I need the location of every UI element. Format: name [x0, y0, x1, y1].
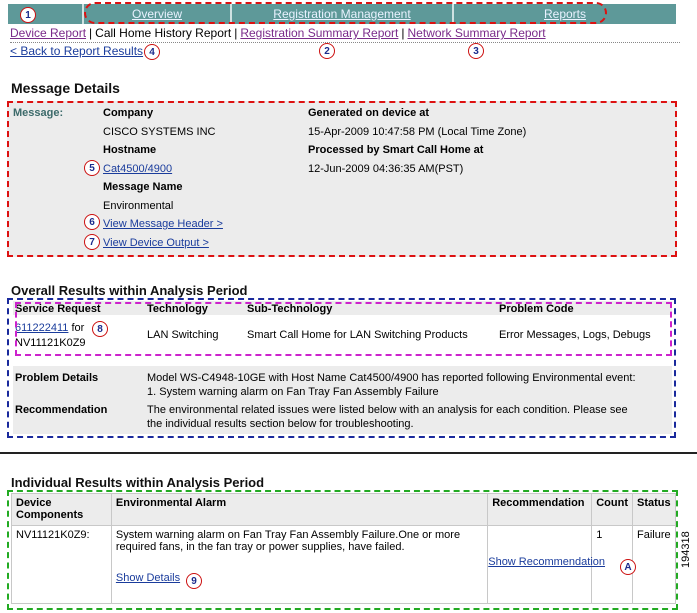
show-recommendation-link[interactable]: Show Recommendation: [488, 556, 606, 568]
technology-header: Technology: [147, 303, 208, 315]
callout-3: 3: [468, 43, 484, 59]
recommendation-label: Recommendation: [15, 404, 108, 416]
message-details-title: Message Details: [11, 80, 120, 96]
company-value: CISCO SYSTEMS INC: [103, 126, 216, 138]
problem-details-label: Problem Details: [15, 372, 99, 384]
section-divider: [0, 452, 697, 454]
figure-number: 194318: [680, 531, 692, 568]
problem-details-line1: Model WS-C4948-10GE with Host Name Cat4500/4900 has reported following Environmental event:: [147, 372, 636, 384]
network-summary-link[interactable]: Network Summary Report: [407, 26, 546, 40]
subnav-separator: |: [234, 26, 238, 40]
message-name-value: Environmental: [103, 200, 174, 212]
count-header: Count: [592, 494, 633, 526]
callout-5: 5: [84, 160, 100, 176]
generated-label: Generated on device at: [308, 107, 430, 119]
view-message-header-link[interactable]: View Message Header >: [103, 218, 223, 230]
device-cell: NV11121K0Z9:: [12, 526, 112, 604]
callout-1: 1: [20, 7, 36, 23]
status-header: Status: [632, 494, 675, 526]
recommendation-cell: [488, 526, 606, 604]
individual-results-panel: [7, 490, 678, 610]
callout-a: A: [620, 559, 636, 575]
overall-results-panel: [7, 298, 676, 438]
tab-reports[interactable]: Reports: [543, 7, 587, 21]
subnav-separator: |: [89, 26, 93, 40]
message-details-panel: [7, 101, 677, 257]
hostname-link[interactable]: Cat4500/4900: [103, 163, 173, 175]
company-label: Company: [103, 107, 154, 119]
alarm-text-line1: System warning alarm on Fan Tray Fan Assembly Failure.One or more: [115, 529, 461, 541]
tab-overview[interactable]: Overview: [84, 4, 232, 24]
show-details-link[interactable]: Show Details: [115, 572, 181, 584]
registration-summary-link[interactable]: Registration Summary Report: [240, 26, 399, 40]
device-components-header-line1: Device: [16, 497, 52, 509]
table-header-row: [12, 494, 676, 526]
table-row: [12, 526, 676, 604]
subnav-separator: |: [401, 26, 405, 40]
problem-code-header: Problem Code: [499, 303, 574, 315]
call-home-history-current: Call Home History Report: [95, 26, 232, 40]
message-name-label: Message Name: [103, 181, 183, 193]
recommendation-header: Recommendation: [488, 494, 592, 526]
problem-code-value: Error Messages, Logs, Debugs: [499, 329, 651, 341]
count-cell: 1: [592, 526, 633, 604]
device-report-link[interactable]: Device Report: [10, 26, 87, 40]
subnav-divider: [10, 42, 680, 43]
recommendation-line1: The environmental related issues were listed below with an analysis for each condition. Please see: [147, 404, 628, 416]
service-request-highlight: [15, 302, 672, 356]
technology-value: LAN Switching: [147, 329, 219, 341]
view-device-output-link[interactable]: View Device Output >: [103, 237, 209, 249]
overall-results-title: Overall Results within Analysis Period: [11, 283, 248, 298]
callout-4: 4: [144, 44, 160, 60]
device-components-header-line2: Components: [16, 509, 84, 521]
service-request-link[interactable]: 611222411: [15, 322, 69, 334]
callout-2: 2: [319, 43, 335, 59]
processed-value: 12-Jun-2009 04:36:35 AM(PST): [308, 163, 464, 175]
sub-technology-value: Smart Call Home for LAN Switching Products: [247, 329, 468, 341]
message-label: Message:: [13, 107, 64, 119]
problem-details-line2: 1. System warning alarm on Fan Tray Fan Assembly Failure: [147, 386, 439, 398]
alarm-text-line2: required fans, in the fan tray or power supplies, have failed.: [115, 541, 405, 553]
generated-value: 15-Apr-2009 10:47:58 PM (Local Time Zone): [308, 126, 527, 138]
recommendation-line2: the individual results section below for troubleshooting.: [147, 418, 414, 430]
callout-6: 6: [84, 214, 100, 230]
tab-registration-management[interactable]: Registration Management: [232, 4, 454, 24]
individual-results-title: Individual Results within Analysis Period: [11, 475, 265, 490]
service-request-for: for: [71, 322, 85, 334]
report-subnav: [10, 26, 546, 40]
processed-label: Processed by Smart Call Home at: [308, 144, 484, 156]
callout-9: 9: [186, 573, 202, 589]
hostname-label: Hostname: [103, 144, 157, 156]
sub-technology-header: Sub-Technology: [247, 303, 333, 315]
back-to-report-results-link[interactable]: < Back to Report Results: [10, 44, 144, 58]
alarm-cell: [111, 526, 487, 604]
status-cell: Failure: [632, 526, 675, 604]
device-components-header: [12, 494, 112, 526]
callout-7: 7: [84, 234, 100, 250]
environmental-alarm-header: Environmental Alarm: [111, 494, 487, 526]
service-request-header: Service Request: [15, 303, 101, 315]
individual-results-table: [11, 493, 676, 604]
callout-8: 8: [92, 321, 108, 337]
service-request-device: NV11121K0Z9: [15, 337, 86, 349]
top-navigation-bar: [8, 4, 676, 24]
